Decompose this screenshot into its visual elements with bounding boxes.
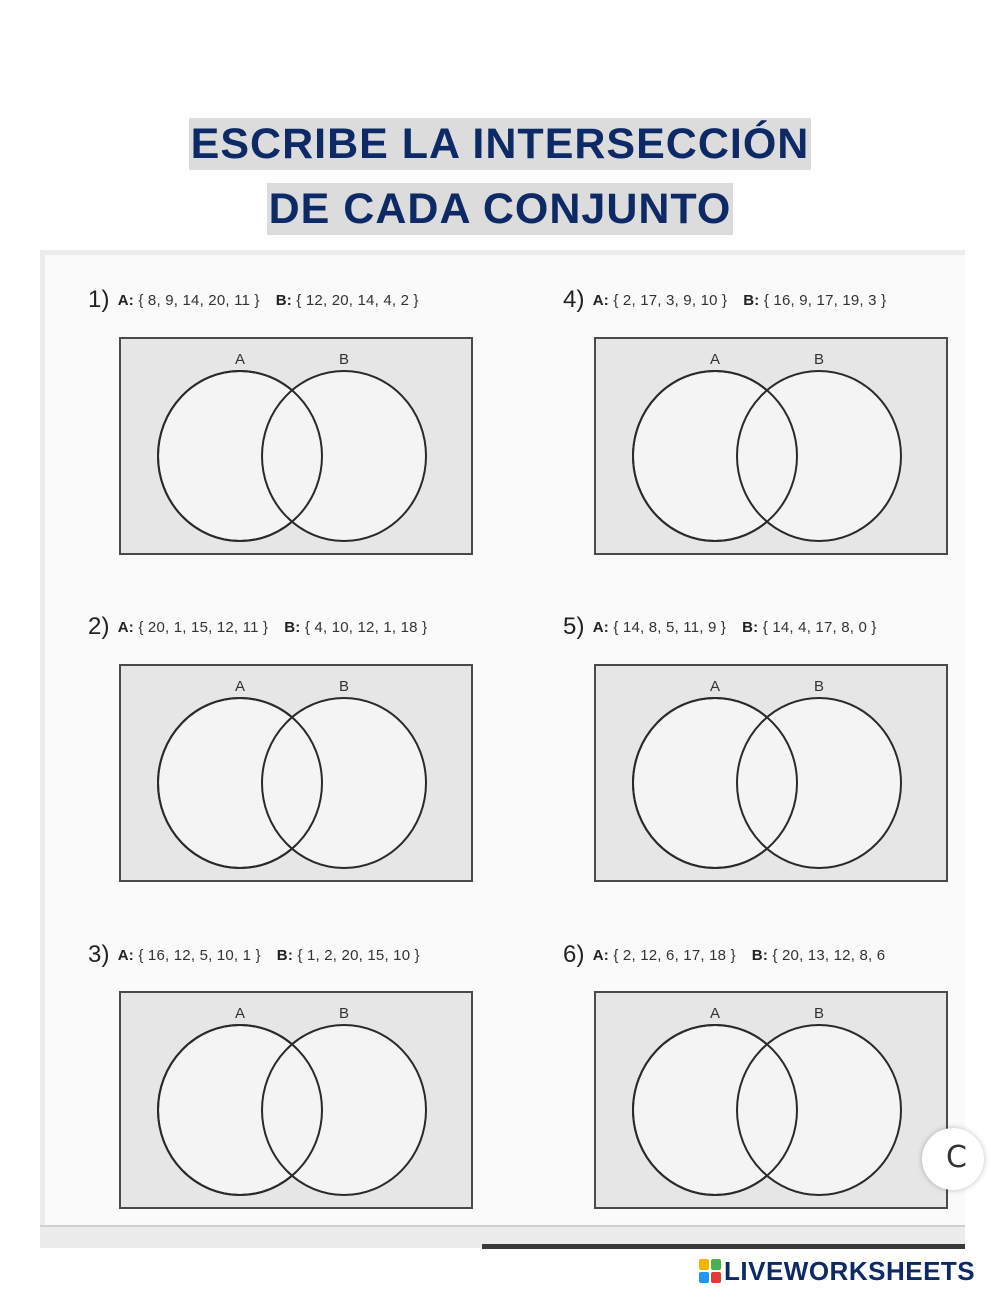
scroll-top-icon: C (946, 1140, 967, 1175)
venn-label-a: A (709, 678, 721, 695)
brand-name: LIVEWORKSHEETS (724, 1255, 976, 1286)
venn-label-a: A (234, 351, 246, 368)
problem-3-sets: 3) A: { 16, 12, 5, 10, 1 } B: { 1, 2, 20, 15, 10 } (88, 941, 420, 968)
venn-label-a: A (234, 678, 246, 695)
page-title-line-2: DE CADA CONJUNTO (268, 185, 732, 233)
circle-b (737, 698, 901, 868)
problem-2-sets: 2) A: { 20, 1, 15, 12, 11 } B: { 4, 10, 12, 1, 18 } (88, 613, 428, 640)
circle-b (737, 371, 901, 541)
scroll-top-button[interactable] (922, 1128, 984, 1190)
circle-b (262, 1025, 426, 1195)
venn-diagram-4 (593, 336, 949, 558)
venn-label-b: B (813, 678, 825, 695)
venn-label-b: B (813, 351, 825, 368)
venn-diagram-6 (593, 990, 949, 1212)
liveworksheets-logo[interactable] (699, 1256, 975, 1286)
venn-label-a: A (709, 351, 721, 368)
venn-label-b: B (338, 678, 350, 695)
circle-b (737, 1025, 901, 1195)
problem-5-sets: 5) A: { 14, 8, 5, 11, 9 } B: { 14, 4, 17, 8, 0 } (563, 613, 877, 640)
venn-diagram-1 (118, 336, 474, 558)
circle-b (262, 371, 426, 541)
sheet-bottom-divider (40, 1225, 965, 1227)
venn-label-b: B (813, 1005, 825, 1022)
page-title-line-1: ESCRIBE LA INTERSECCIÓN (190, 120, 810, 168)
problem-1-sets: 1) A: { 8, 9, 14, 20, 11 } B: { 12, 20, 14, 4, 2 } (88, 286, 419, 313)
venn-label-a: A (234, 1005, 246, 1022)
venn-label-b: B (338, 1005, 350, 1022)
liveworksheets-logo-icon (699, 1259, 721, 1283)
venn-diagram-5 (593, 663, 949, 885)
venn-label-a: A (709, 1005, 721, 1022)
circle-b (262, 698, 426, 868)
dark-divider-bar (482, 1244, 965, 1249)
right-margin (965, 250, 1000, 1250)
venn-diagram-2 (118, 663, 474, 885)
problem-4-sets: 4) A: { 2, 17, 3, 9, 10 } B: { 16, 9, 17, 19, 3 } (563, 286, 887, 313)
venn-diagram-3 (118, 990, 474, 1212)
venn-label-b: B (338, 351, 350, 368)
problem-6-sets: 6) A: { 2, 12, 6, 17, 18 } B: { 20, 13, 12, 8, 6 (563, 941, 886, 968)
